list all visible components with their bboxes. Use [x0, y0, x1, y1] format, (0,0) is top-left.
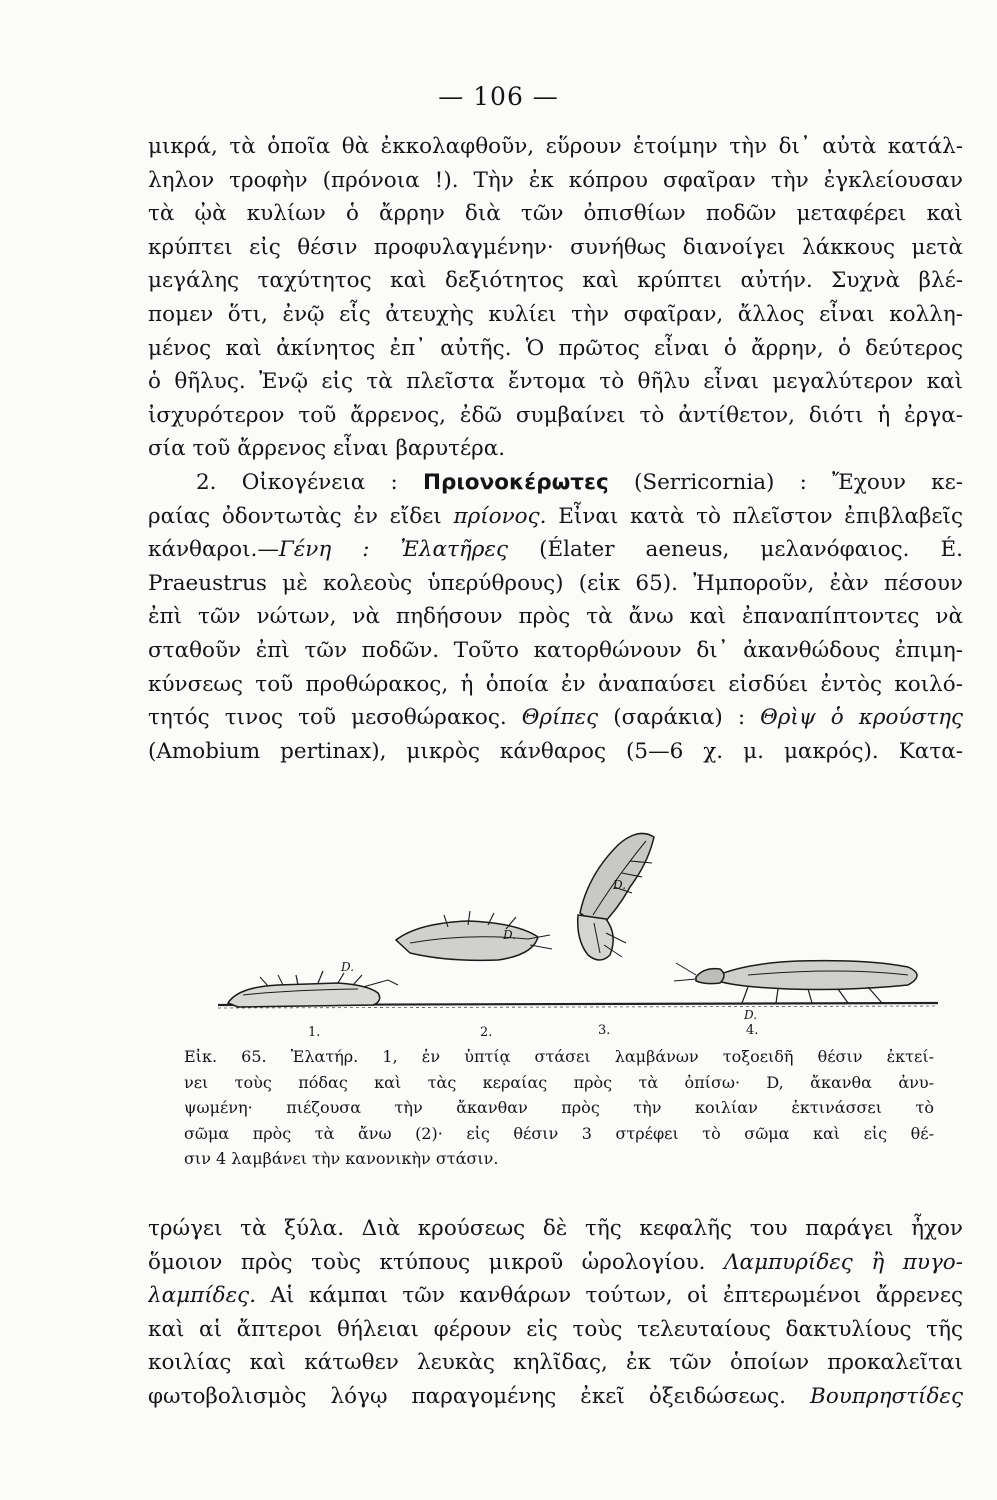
- italic-term: Βουπρηστίδες: [810, 1383, 963, 1409]
- text-line: [148, 701, 963, 735]
- text-segment: ὅμοιον πρὸς τοὺς κτύπους μικροῦ ὡρολογίου.: [148, 1249, 706, 1275]
- text-segment: (σαράκια) :: [613, 705, 746, 731]
- caption-line: σιν 4 λαμβάνει τὴν κανονικὴν στάσιν.: [184, 1149, 499, 1168]
- text-line: τὰ ᾠὰ κυλίων ὁ ἄρρην διὰ τῶν ὀπισθίων ποδῶν μεταφέρει καὶ: [148, 201, 963, 227]
- text-segment: τητός τινος τοῦ μεσοθώρακος.: [148, 705, 507, 731]
- text-line: [148, 533, 963, 567]
- caption-line: νει τοὺς πόδας καὶ τὰς κεραίας πρὸς τὰ ὀπίσω· D, ἄκανθα ἀνυ-: [184, 1072, 934, 1092]
- text-line: σταθοῦν ἐπὶ τῶν ποδῶν. Τοῦτο κατορθώνουν δι᾽ ἀκανθώδους ἐπιμη-: [148, 637, 963, 663]
- family-heading-line: [148, 466, 963, 500]
- text-line: ἰσχυρότερον τοῦ ἄρρενος, ἐδῶ συμβαίνει τὸ ἀντίθετον, διότι ἡ ἐργα-: [148, 402, 963, 428]
- text-segment: ραίας ὀδοντωτὰς ἐν εἴδει: [148, 503, 442, 529]
- top-paragraphs: [148, 130, 963, 768]
- text-segment: (Élater aeneus, μελανόφαιος. É.: [539, 537, 963, 563]
- text-segment: Εἶναι κατὰ τὸ πλεῖστον ἐπιβλαβεῖς: [558, 503, 963, 529]
- beetle-4-standing: [674, 961, 917, 1003]
- text-line: μεγάλης ταχύτητος καὶ δεξιότητος καὶ κρύπτει αὐτήν. Συχνὰ βλέ-: [148, 268, 963, 294]
- text-line: κρύπτει εἰς θέσιν προφυλαγμένην· συνήθως διανοίγει λάκκους μετὰ: [148, 234, 963, 260]
- text-line: κύνσεως τοῦ προθώρακος, ἡ ὁποία ἐν ἀναπαύσει εἰσδύει ἐντὸς κοιλό-: [148, 671, 963, 697]
- text-line: σία τοῦ ἄρρενος εἶναι βαρυτέρα.: [148, 436, 506, 462]
- elater-illustration: [148, 815, 963, 1050]
- caption-line: Εἰκ. 65. Ἐλατήρ. 1, ἐν ὑπτίᾳ στάσει λαμβάνων τοξοειδῆ θέσιν ἐκτεί-: [184, 1047, 934, 1066]
- text-line: καὶ αἱ ἄπτεροι θήλειαι φέρουν εἰς τοὺς τελευταίους δακτυλίους τῆς: [148, 1316, 963, 1342]
- italic-term: Λαμπυρίδες ἢ πυγο-: [724, 1249, 963, 1275]
- figure-label-d-4: D.: [744, 1008, 758, 1022]
- italic-term: Θρίπες: [521, 705, 599, 731]
- figure-label-d-3: D.: [613, 878, 627, 892]
- figure-label-d-1: D.: [341, 960, 355, 974]
- text-line: (Amobium pertinax), μικρὸς κάνθαρος (5—6 χ. μ. μακρός). Κατα-: [148, 738, 963, 764]
- beetle-1-on-back: [228, 971, 398, 1007]
- caption-line: ψωμένη· πιέζουσα τὴν ἄκανθαν πρὸς τὴν κοιλίαν ἐκτινάσσει τὸ: [184, 1098, 934, 1117]
- text-line: μικρά, τὰ ὁποῖα θὰ ἐκκολαφθοῦν, εὕρουν ἑτοίμην τὴν δι᾽ αὐτὰ κατάλ-: [148, 134, 963, 159]
- figure-number-4: 4.: [746, 1023, 759, 1038]
- text-line: [148, 1246, 963, 1280]
- text-line: μένος καὶ ἀκίνητος ἐπ᾽ αὐτῆς. Ὁ πρῶτος εἶναι ὁ ἄρρην, ὁ δεύτερος: [148, 335, 963, 361]
- beetle-3-turning: [578, 833, 654, 960]
- beetle-figure: [148, 815, 963, 1050]
- text-line: τρώγει τὰ ξύλα. Διὰ κρούσεως δὲ τῆς κεφαλῆς του παράγει ἦχον: [148, 1216, 963, 1241]
- text-line: [148, 1279, 963, 1313]
- caption-line: σῶμα πρὸς τὰ ἄνω (2)· εἰς θέσιν 3 στρέφει τὸ σῶμα καὶ εἰς θέ-: [184, 1123, 934, 1143]
- text-segment: Αἱ κάμπαι τῶν κανθάρων τούτων, οἱ ἐπτερωμένοι ἄρρενες: [270, 1283, 963, 1309]
- figure-caption: [184, 1044, 934, 1172]
- text-line: ὁ θῆλυς. Ἐνῷ εἰς τὰ πλεῖστα ἔντομα τὸ θῆλυ εἶναι μεγαλύτερον καὶ: [148, 369, 963, 395]
- text-line: κοιλίας καὶ κάτωθεν λευκὰς κηλῖδας, ἐκ τῶν ὁποίων προκαλεῖται: [148, 1350, 963, 1376]
- text-segment: φωτοβολισμὸς λόγῳ παραγομένης ἐκεῖ ὀξειδώσεως.: [148, 1383, 786, 1409]
- italic-term: Γένη :: [278, 537, 370, 563]
- text-segment: κάνθαροι.—: [148, 537, 279, 563]
- text-line: πομεν ὅτι, ἐνῷ εἷς ἀτευχὴς κυλίει τὴν σφαῖραν, ἄλλος εἶναι κολλη-: [148, 301, 963, 327]
- figure-number-3: 3.: [598, 1023, 611, 1038]
- family-latin: (Serricornia) :: [633, 469, 807, 495]
- figure-label-d-2: D.: [503, 928, 517, 942]
- page-number: — 106 —: [438, 82, 559, 111]
- italic-term: πρίονος.: [453, 503, 547, 529]
- text-line: ληλον τροφὴν (πρόνοια !). Τὴν ἐκ κόπρου σφαῖραν τὴν ἐγκλείουσαν: [148, 167, 963, 193]
- family-number: 2. Οἰκογένεια :: [196, 469, 398, 495]
- text-line: ἐπὶ τῶν νώτων, νὰ πηδήσουν πρὸς τὰ ἄνω καὶ ἐπαναπίπτοντες νὰ: [148, 604, 963, 630]
- family-text: Ἔχουν κε-: [832, 469, 963, 495]
- family-name: Πριονοκέρωτες: [423, 469, 609, 495]
- text-line: [148, 500, 963, 534]
- bottom-paragraph: [148, 1212, 963, 1414]
- figure-number-1: 1.: [308, 1025, 321, 1040]
- text-line: [148, 1380, 963, 1414]
- text-line: Praeustrus μὲ κολεοὺς ὑπερύθρους) (εἰκ 65). Ἠμποροῦν, ἐὰν πέσουν: [148, 570, 963, 596]
- beetle-2-jumping: [396, 911, 552, 960]
- italic-term: Ἐλατῆρες: [400, 537, 509, 563]
- italic-term: Θρὶψ ὁ κρούστης: [760, 705, 963, 731]
- figure-number-2: 2.: [480, 1025, 493, 1040]
- italic-term: λαμπίδες.: [148, 1283, 257, 1309]
